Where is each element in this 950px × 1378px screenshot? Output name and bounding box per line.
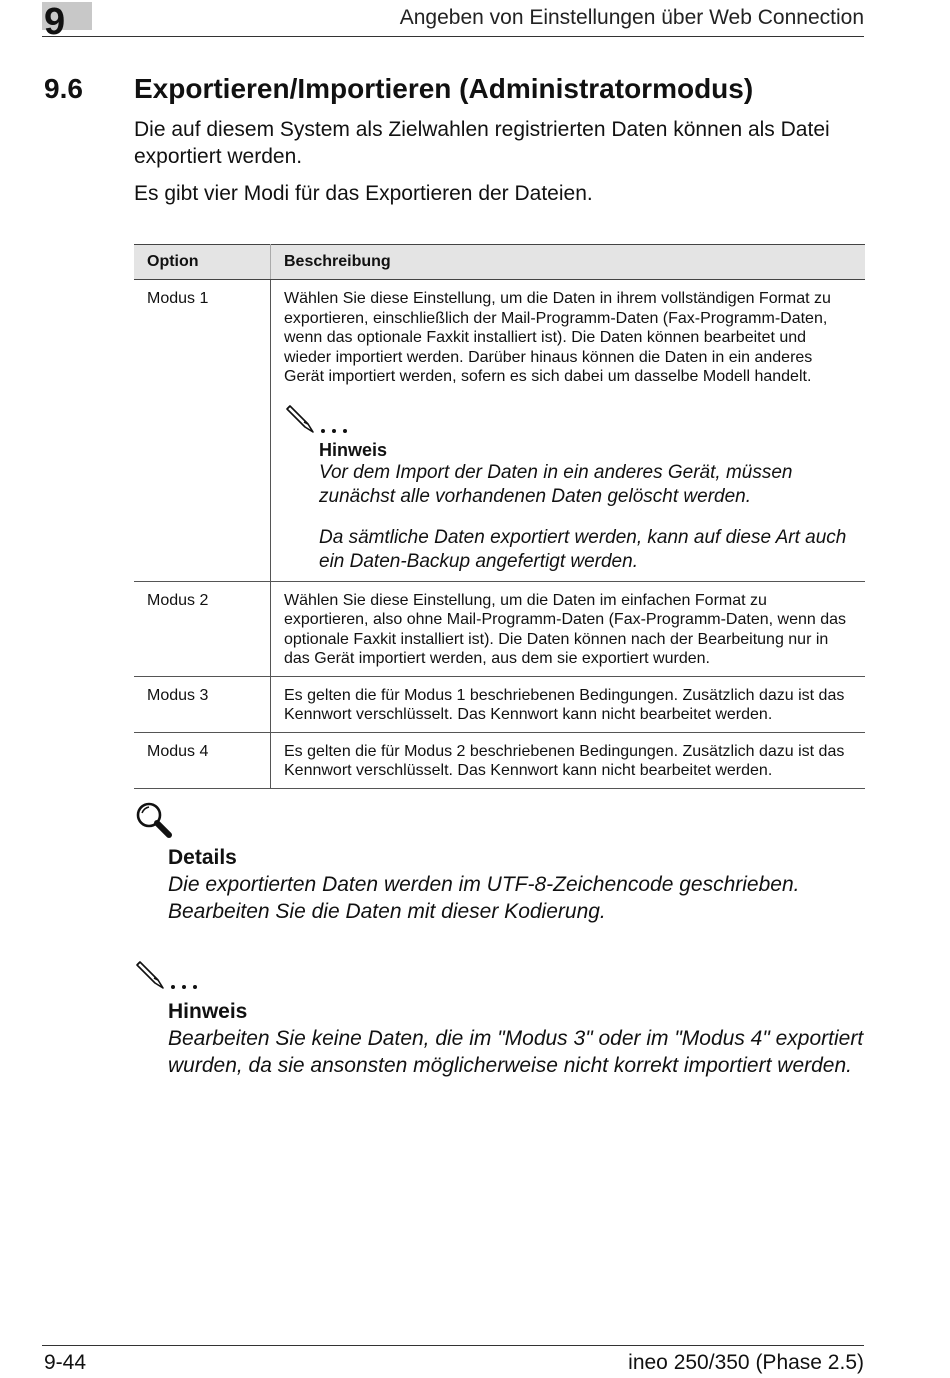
description-cell: Wählen Sie diese Einstellung, um die Daten im einfachen Format zu exportieren, also ohne Mail-Programm-Daten (Fax-Programm-Daten, wenn das optionale Faxkit installiert ist). Die Daten können nach der Bearbeitung nur in das Gerät importiert werden, aus dem sie exportiert wurden. (271, 581, 866, 676)
magnifier-icon (134, 800, 174, 840)
option-cell: Modus 1 (134, 280, 271, 582)
pencil-note-icon (134, 956, 206, 994)
note-heading: Hinweis (319, 439, 388, 460)
option-cell: Modus 2 (134, 581, 271, 676)
section-title: Exportieren/Importieren (Administratormodus) (134, 73, 754, 104)
description-text: Wählen Sie diese Einstellung, um die Daten in ihrem vollständigen Format zu exportieren, einschließlich der Mail-Programm-Daten (Fax-Programm-Daten, wenn das optionale Faxkit installiert ist). Die Daten können bearbeitet und wieder importiert werden. Darüber hinaus können die Daten in ein anderes Gerät importiert werden, sofern es sich dabei um dasselbe Modell handelt. (284, 290, 831, 385)
hinweis-heading: Hinweis (168, 1000, 248, 1023)
hinweis-text: Bearbeiten Sie keine Daten, die im "Modus 3" oder im "Modus 4" exportiert wurden, da sie ansonsten möglicherweise nicht korrekt importiert werden. (168, 1027, 864, 1077)
table-row (134, 732, 865, 788)
chapter-number: 9 (44, 1, 66, 43)
page-number: 9-44 (44, 1351, 87, 1374)
description-cell (271, 280, 866, 582)
column-header-option: Option (134, 245, 271, 280)
column-header-description: Beschreibung (271, 245, 866, 280)
table-row (134, 676, 865, 732)
details-text: Die exportierten Daten werden im UTF-8-Zeichencode geschrieben. Bearbeiten Sie die Daten mit dieser Kodierung. (168, 873, 800, 923)
section-number: 9.6 (44, 73, 83, 104)
description-cell: Es gelten die für Modus 1 beschriebenen Bedingungen. Zusätzlich dazu ist das Kennwort verschlüsselt. Das Kennwort kann nicht bearbeitet werden. (271, 676, 866, 732)
footer-divider (42, 1345, 864, 1346)
note-text: Da sämtliche Daten exportiert werden, kann auf diese Art auch ein Daten-Backup angefertigt werden. (319, 526, 847, 572)
description-cell: Es gelten die für Modus 2 beschriebenen Bedingungen. Zusätzlich dazu ist das Kennwort verschlüsselt. Das Kennwort kann nicht bearbeitet werden. (271, 732, 866, 788)
intro-paragraph: Die auf diesem System als Zielwahlen registrierten Daten können als Datei exportiert werden. (134, 118, 830, 168)
table-row (134, 581, 865, 676)
header-divider (42, 36, 864, 37)
option-cell: Modus 3 (134, 676, 271, 732)
table-header-row (134, 245, 865, 280)
inline-note (284, 399, 852, 574)
hinweis-block (134, 956, 864, 1079)
table-row (134, 280, 865, 582)
details-block (134, 800, 864, 925)
product-name: ineo 250/350 (Phase 2.5) (628, 1351, 864, 1374)
option-cell: Modus 4 (134, 732, 271, 788)
note-text: Vor dem Import der Daten in ein anderes Gerät, müssen zunächst alle vorhandenen Daten gelöscht werden. (319, 461, 793, 507)
details-heading: Details (168, 846, 237, 869)
running-header-title: Angeben von Einstellungen über Web Connection (399, 6, 864, 29)
options-table (134, 244, 865, 789)
pencil-note-icon (284, 399, 356, 439)
intro-paragraph: Es gibt vier Modi für das Exportieren der Dateien. (134, 182, 593, 205)
